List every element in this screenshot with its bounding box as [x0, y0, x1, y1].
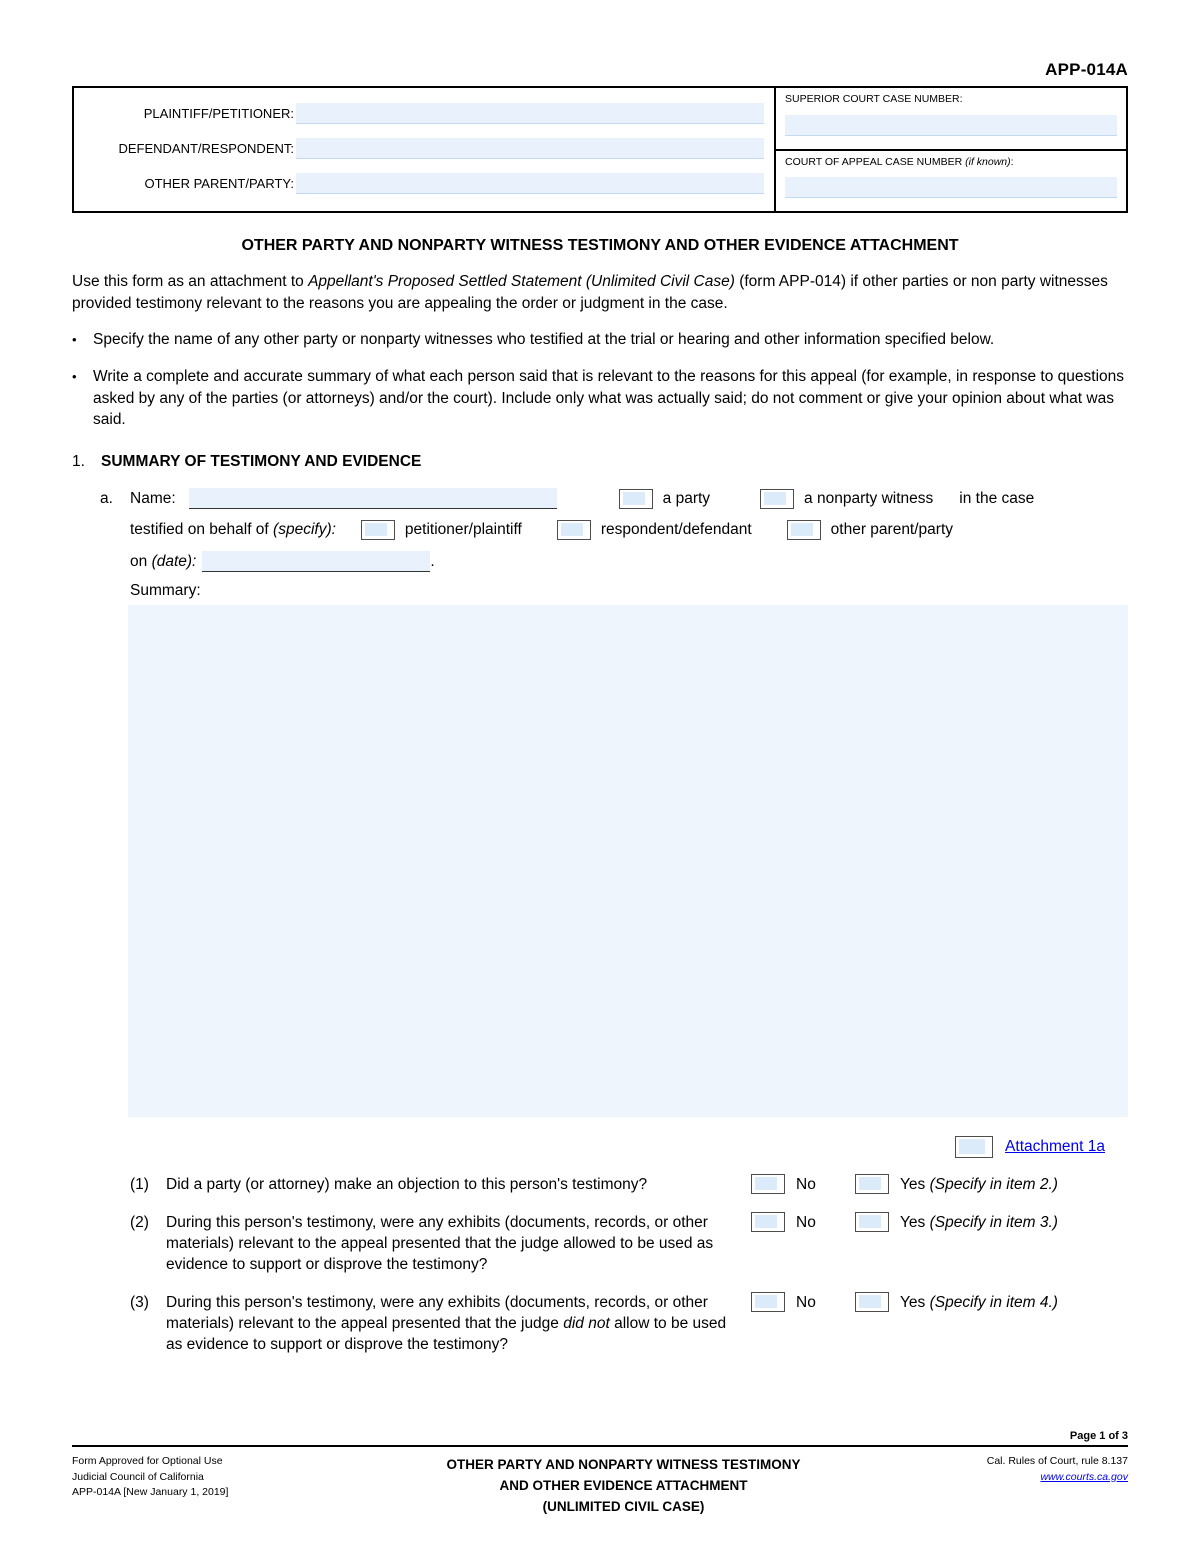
defendant-row — [76, 131, 774, 166]
superior-court-case-box — [776, 88, 1126, 149]
witness-name-input[interactable] — [189, 488, 557, 509]
checkbox-fill — [959, 1139, 985, 1154]
bullet-item: • Write a complete and accurate summary of what each person said that is relevant to the reasons for this appeal (for example, in response to questions asked by any of the parties (or attorneys) and/or the court). Include only what was actually said; do not comment or give your opinion about what was said. — [72, 366, 1128, 431]
name-row — [100, 488, 1128, 509]
item-a — [100, 488, 1128, 600]
yes-label: Yes (Specify in item 2.) — [900, 1176, 1058, 1194]
question-text: Did a party (or attorney) make an objection to this person's testimony? — [166, 1176, 648, 1194]
question-number: (2) — [130, 1213, 149, 1231]
section-1-heading — [72, 453, 1128, 471]
court-of-appeal-case-number-input[interactable] — [785, 177, 1117, 198]
checkbox-fill — [859, 1215, 881, 1228]
respondent-defendant-label: respondent/defendant — [600, 521, 752, 539]
question-1-row — [130, 1174, 1128, 1195]
nonparty-witness-label: a nonparty witness — [804, 489, 934, 507]
other-parent-party-label: other parent/party — [830, 521, 954, 539]
q3-no-checkbox[interactable] — [751, 1292, 785, 1312]
footer-rules-block — [913, 1454, 1128, 1518]
case-caption-box — [72, 86, 1128, 213]
checkbox-fill — [623, 492, 645, 505]
checkbox-fill — [365, 523, 387, 536]
form-number-label: APP-014A — [1045, 60, 1128, 79]
section-title: SUMMARY OF TESTIMONY AND EVIDENCE — [101, 453, 422, 471]
attachment-1a-link[interactable]: Attachment 1a — [1005, 1138, 1105, 1156]
no-label: No — [796, 1293, 816, 1311]
plaintiff-label: PLAINTIFF/PETITIONER: — [143, 106, 294, 121]
question-3-row — [130, 1292, 1128, 1356]
testified-row — [130, 520, 1128, 540]
page-number: Page 1 of 3 — [1069, 1429, 1128, 1442]
other-parent-row — [76, 166, 774, 201]
checkbox-fill — [755, 1295, 777, 1308]
section-number: 1. — [72, 453, 85, 471]
checkbox-fill — [764, 492, 786, 505]
question-yes-option — [855, 1292, 1128, 1313]
checkbox-fill — [755, 1177, 777, 1190]
question-number: (3) — [130, 1293, 149, 1311]
other-parent-party-checkbox[interactable] — [787, 520, 821, 540]
footer-divider — [72, 1445, 1128, 1447]
intro-paragraph: Use this form as an attachment to Appellant's Proposed Settled Statement (Unlimited Civil Case) (form APP-014) if other parties or non party witnesses provided testimony relevant to the reasons you are appealing the order or judgment in the case. — [72, 273, 1108, 312]
period: . — [430, 552, 435, 570]
a-party-checkbox[interactable] — [619, 489, 653, 509]
rules-reference: Cal. Rules of Court, rule 8.137 — [986, 1454, 1128, 1467]
question-number: (1) — [130, 1176, 149, 1194]
yes-label: Yes (Specify in item 3.) — [900, 1213, 1058, 1231]
item-letter: a. — [100, 489, 113, 507]
q1-no-checkbox[interactable] — [751, 1174, 785, 1194]
q1-yes-checkbox[interactable] — [855, 1174, 889, 1194]
other-parent-party-input[interactable] — [296, 173, 764, 194]
no-label: No — [796, 1213, 816, 1231]
party-fields — [74, 88, 774, 211]
defendant-label: DEFENDANT/RESPONDENT: — [118, 141, 294, 156]
testimony-date-input[interactable] — [202, 551, 430, 572]
yes-label: Yes (Specify in item 4.) — [900, 1293, 1058, 1311]
appeal-case-label: COURT OF APPEAL CASE NUMBER (if known): — [785, 155, 1014, 168]
plaintiff-row — [76, 96, 774, 131]
superior-court-case-label: SUPERIOR COURT CASE NUMBER: — [785, 93, 963, 105]
bullet-item: • Specify the name of any other party or nonparty witnesses who testified at the trial or hearing and other information specified below. — [72, 329, 1128, 351]
attachment-1a-checkbox[interactable] — [955, 1136, 993, 1158]
question-no-option — [751, 1174, 855, 1195]
name-label: Name: — [130, 489, 176, 507]
summary-textarea[interactable] — [128, 605, 1128, 1117]
checkbox-fill — [561, 523, 583, 536]
courts-website-link[interactable]: www.courts.ca.gov — [1040, 1470, 1128, 1483]
checkbox-fill — [755, 1215, 777, 1228]
bullet-icon: • — [72, 369, 77, 385]
q3-yes-checkbox[interactable] — [855, 1292, 889, 1312]
question-yes-option — [855, 1212, 1128, 1233]
page-title: OTHER PARTY AND NONPARTY WITNESS TESTIMONY AND OTHER EVIDENCE ATTACHMENT — [241, 237, 959, 254]
checkbox-fill — [859, 1295, 881, 1308]
case-number-column — [774, 88, 1126, 211]
a-party-label: a party — [662, 489, 711, 507]
respondent-defendant-checkbox[interactable] — [557, 520, 591, 540]
superior-court-case-number-input[interactable] — [785, 115, 1117, 136]
summary-label: Summary: — [130, 582, 201, 600]
q2-yes-checkbox[interactable] — [855, 1212, 889, 1232]
summary-label-row — [130, 582, 1128, 600]
petitioner-plaintiff-label: petitioner/plaintiff — [404, 521, 522, 539]
question-yes-option — [855, 1174, 1128, 1195]
defendant-respondent-input[interactable] — [296, 138, 764, 159]
petitioner-plaintiff-checkbox[interactable] — [361, 520, 395, 540]
no-label: No — [796, 1176, 816, 1194]
in-the-case-label: in the case — [959, 489, 1035, 507]
questions-list — [130, 1174, 1128, 1356]
q2-no-checkbox[interactable] — [751, 1212, 785, 1232]
question-no-option — [751, 1292, 855, 1313]
testified-label: testified on behalf of (specify): — [130, 521, 336, 539]
other-parent-label: OTHER PARENT/PARTY: — [144, 176, 294, 191]
question-text: During this person's testimony, were any exhibits (documents, records, or other materials) relevant to the appeal presented that the judge allowed to be used as evidence to support or disprove the testimony? — [166, 1213, 714, 1274]
nonparty-witness-checkbox[interactable] — [760, 489, 794, 509]
footer-form-title: OTHER PARTY AND NONPARTY WITNESS TESTIMONY AND OTHER EVIDENCE ATTACHMENT (UNLIMITED CIVIL CASE) — [446, 1456, 801, 1514]
question-no-option — [751, 1212, 855, 1233]
checkbox-fill — [791, 523, 813, 536]
question-text: During this person's testimony, were any exhibits (documents, records, or other materials) relevant to the appeal presented that the judge did not allow to be used as evidence to support or disprove the testimony? — [166, 1293, 727, 1354]
bullet-icon: • — [72, 332, 77, 348]
appeal-case-box — [776, 149, 1126, 212]
footer — [72, 1454, 1128, 1518]
attachment-row — [72, 1136, 1128, 1158]
plaintiff-petitioner-input[interactable] — [296, 103, 764, 124]
checkbox-fill — [859, 1177, 881, 1190]
on-date-label: on (date): — [130, 552, 197, 570]
date-row — [130, 551, 1128, 572]
question-2-row — [130, 1212, 1128, 1276]
footer-approval-block: Form Approved for Optional Use Judicial Council of California APP-014A [New January 1, 2019] — [72, 1454, 229, 1499]
